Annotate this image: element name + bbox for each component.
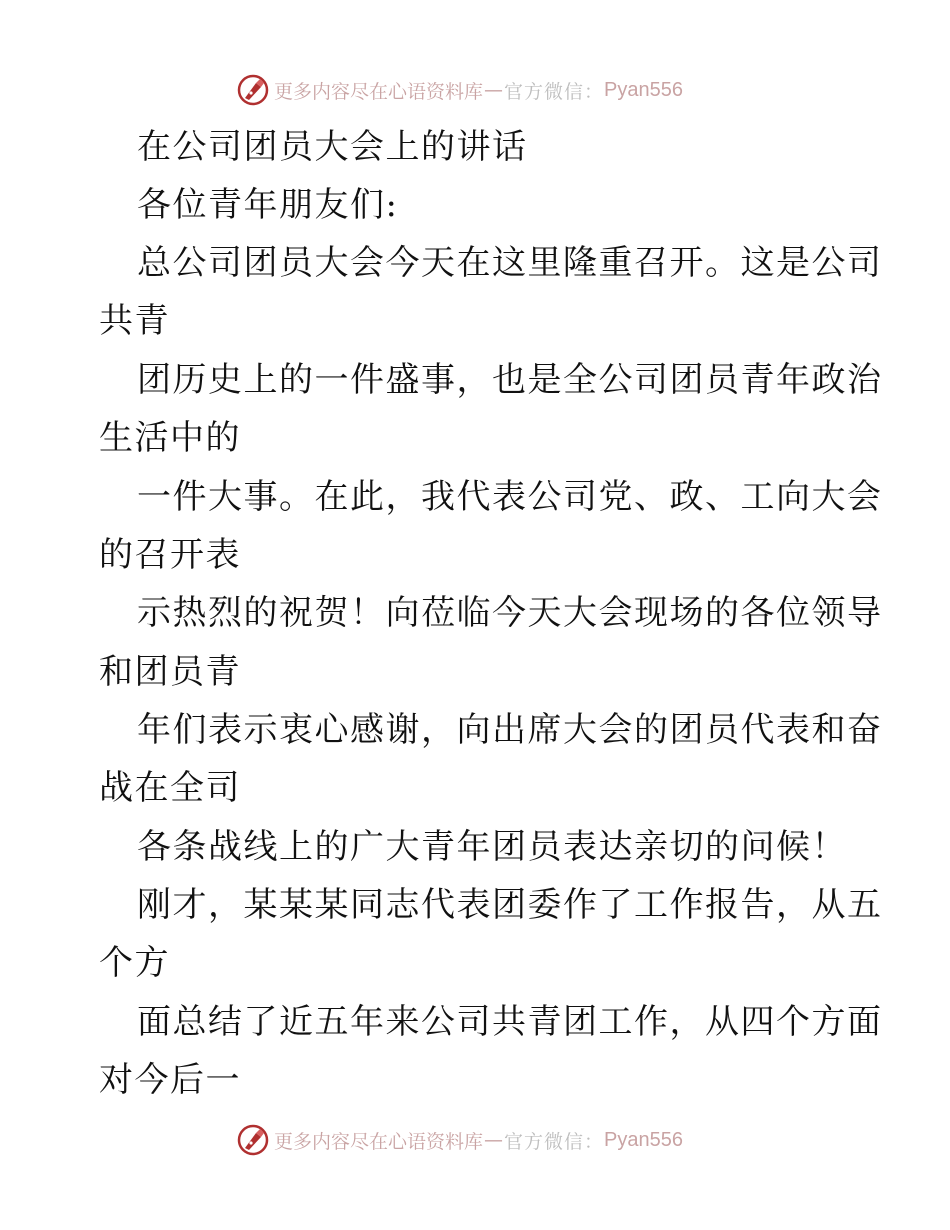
pen-nib-circle-icon: [236, 73, 270, 107]
paragraph-line: 和团员青: [99, 652, 241, 692]
paragraph-line: 共青: [99, 301, 170, 341]
paragraph-line: 总公司团员大会今天在这里隆重召开。这是公司: [137, 243, 883, 283]
paragraph-line: 对今后一: [99, 1060, 241, 1100]
header-watermark: [236, 72, 683, 108]
paragraph-line: 示热烈的祝贺！向莅临今天大会现场的各位领导: [137, 593, 883, 633]
paragraph-line: 个方: [99, 943, 170, 983]
watermark-id: Pyan556: [604, 1128, 683, 1151]
watermark-dash: —: [484, 1129, 504, 1151]
watermark-official: 官方微信：: [504, 80, 605, 103]
salutation: 各位青年朋友们:: [137, 185, 399, 225]
footer-watermark: [236, 1122, 683, 1158]
paragraph-line: 团历史上的一件盛事，也是全公司团员青年政治: [137, 360, 883, 400]
paragraph-line: 的召开表: [99, 535, 241, 575]
paragraph-line: 刚才，某某某同志代表团委作了工作报告，从五: [137, 885, 883, 925]
paragraph-line: 生活中的: [99, 418, 241, 458]
pen-nib-circle-icon: [236, 1123, 270, 1157]
paragraph-line: 战在全司: [99, 768, 241, 808]
paragraph-line: 各条战线上的广大青年团员表达亲切的问候！: [137, 827, 847, 867]
paragraph-line: 年们表示衷心感谢，向出席大会的团员代表和奋: [137, 710, 883, 750]
watermark-dash: —: [484, 79, 504, 101]
watermark-id: Pyan556: [604, 78, 683, 101]
paragraph-line: 一件大事。在此，我代表公司党、政、工向大会: [137, 477, 883, 517]
paragraph-line: 面总结了近五年来公司共青团工作，从四个方面: [137, 1002, 883, 1042]
watermark-official: 官方微信：: [504, 1130, 605, 1153]
watermark-brand: 更多内容尽在心语资料库: [274, 80, 484, 103]
document-title: 在公司团员大会上的讲话: [137, 127, 528, 167]
watermark-brand: 更多内容尽在心语资料库: [274, 1130, 484, 1153]
